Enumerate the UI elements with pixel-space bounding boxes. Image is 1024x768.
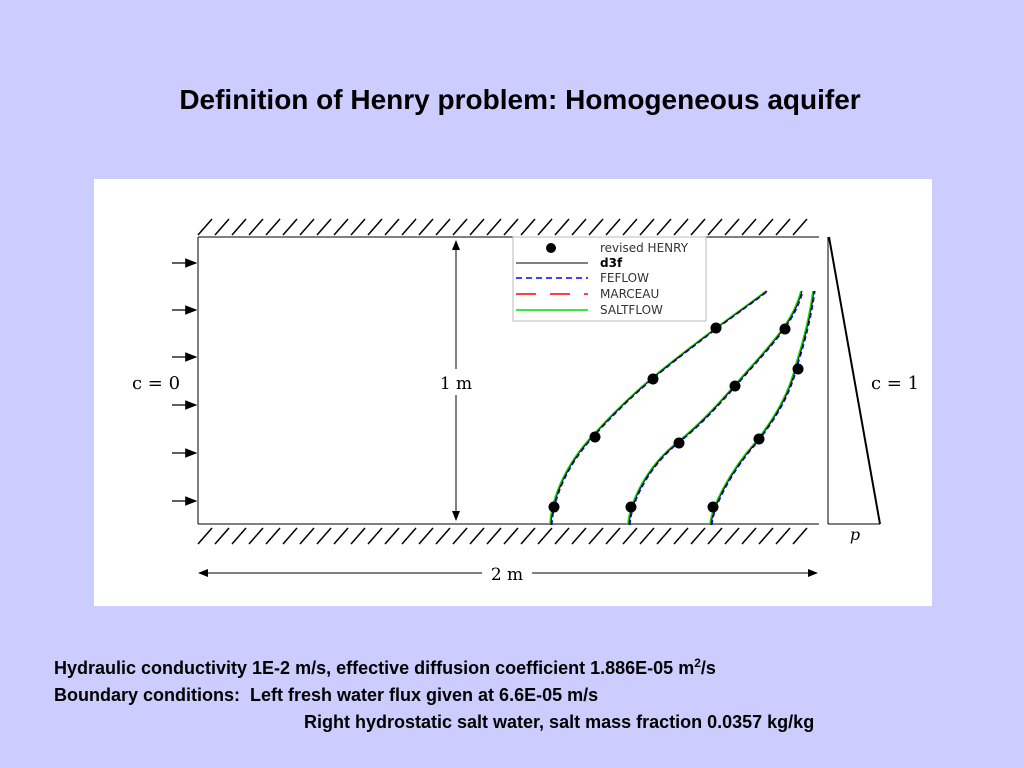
henry-point <box>754 434 765 445</box>
hatch-mark <box>589 528 603 544</box>
hatch-mark <box>776 219 790 235</box>
legend-label-marceau: MARCEAU <box>600 287 660 301</box>
pressure-label: p <box>849 525 861 544</box>
henry-point <box>590 432 601 443</box>
curve-3-marceau <box>711 291 814 525</box>
hatch-mark <box>368 219 382 235</box>
curve-1-marceau <box>551 291 767 525</box>
legend-label-revised-henry: revised HENRY <box>600 241 689 255</box>
caption-line-2: Boundary conditions: Left fresh water flux given at 6.6E-05 m/s <box>54 685 599 705</box>
curve-1-saltflow <box>550 291 766 525</box>
hatch-mark <box>334 528 348 544</box>
isochlor-curve-1 <box>550 291 768 525</box>
curve-1-feflow <box>552 291 768 525</box>
left-boundary-label: c = 0 <box>131 373 181 394</box>
hatch-mark <box>742 528 756 544</box>
hatch-mark <box>691 528 705 544</box>
hatch-mark <box>402 528 416 544</box>
hatch-mark <box>725 219 739 235</box>
hatch-mark <box>215 219 229 235</box>
hatch-mark <box>351 528 365 544</box>
right-boundary-label: c = 1 <box>870 373 920 394</box>
bottom-impermeable-boundary-hatch <box>198 528 807 544</box>
hatch-mark <box>725 528 739 544</box>
caption-line-3: Right hydrostatic salt water, salt mass fraction 0.0357 kg/kg <box>304 712 815 732</box>
hatch-mark <box>266 528 280 544</box>
hatch-mark <box>283 219 297 235</box>
curve-3-feflow <box>712 291 815 525</box>
caption-line-1-unit: /s <box>700 658 716 678</box>
hatch-mark <box>759 528 773 544</box>
henry-problem-diagram <box>94 179 932 606</box>
henry-point <box>793 364 804 375</box>
hatch-mark <box>419 528 433 544</box>
hatch-mark <box>708 219 722 235</box>
hatch-mark <box>640 528 654 544</box>
hatch-mark <box>419 219 433 235</box>
hatch-mark <box>674 219 688 235</box>
hatch-mark <box>351 219 365 235</box>
width-label: 2 m <box>490 565 524 585</box>
hatch-mark <box>317 219 331 235</box>
caption <box>54 650 1014 736</box>
hatch-mark <box>776 528 790 544</box>
hatch-mark <box>470 528 484 544</box>
hatch-mark <box>385 219 399 235</box>
hatch-mark <box>249 219 263 235</box>
hatch-mark <box>793 219 807 235</box>
hatch-mark <box>504 219 518 235</box>
hatch-mark <box>657 528 671 544</box>
hatch-mark <box>589 219 603 235</box>
hatch-mark <box>215 528 229 544</box>
hatch-mark <box>572 219 586 235</box>
curve-3-saltflow <box>710 291 813 525</box>
hatch-mark <box>198 528 212 544</box>
hatch-mark <box>555 528 569 544</box>
hatch-mark <box>300 528 314 544</box>
curve-3-d3f <box>711 291 814 525</box>
hatch-mark <box>198 219 212 235</box>
hatch-mark <box>555 219 569 235</box>
diagram-canvas <box>94 179 932 606</box>
hatch-mark <box>453 219 467 235</box>
henry-point <box>648 374 659 385</box>
hatch-mark <box>606 528 620 544</box>
hatch-mark <box>249 528 263 544</box>
hatch-mark <box>487 219 501 235</box>
hatch-mark <box>385 528 399 544</box>
legend-label-d3f: d3f <box>600 256 623 270</box>
hatch-mark <box>436 528 450 544</box>
legend-symbol-revised-henry <box>546 243 556 253</box>
henry-point <box>626 502 637 513</box>
hatch-mark <box>742 219 756 235</box>
height-label: 1 m <box>439 374 473 394</box>
hatch-mark <box>300 219 314 235</box>
hatch-mark <box>521 219 535 235</box>
hatch-mark <box>759 219 773 235</box>
hatch-mark <box>232 528 246 544</box>
hatch-mark <box>266 219 280 235</box>
legend <box>513 237 706 321</box>
hatch-mark <box>623 219 637 235</box>
henry-point <box>711 323 722 334</box>
hatch-mark <box>674 528 688 544</box>
hatch-mark <box>402 219 416 235</box>
hatch-mark <box>334 219 348 235</box>
hatch-mark <box>538 528 552 544</box>
hatch-mark <box>538 219 552 235</box>
hatch-mark <box>504 528 518 544</box>
henry-point <box>674 438 685 449</box>
henry-point <box>549 502 560 513</box>
henry-point <box>780 324 791 335</box>
legend-label-feflow: FEFLOW <box>600 271 649 285</box>
hatch-mark <box>606 219 620 235</box>
hatch-mark <box>708 528 722 544</box>
hatch-mark <box>470 219 484 235</box>
henry-point <box>730 381 741 392</box>
isochlor-curve-3 <box>710 291 815 525</box>
legend-label-saltflow: SALTFLOW <box>600 303 663 317</box>
hatch-mark <box>283 528 297 544</box>
hatch-mark <box>640 219 654 235</box>
hatch-mark <box>487 528 501 544</box>
caption-line-1-text: Hydraulic conductivity 1E-2 m/s, effective diffusion coefficient 1.886E-05 m <box>54 658 695 678</box>
hatch-mark <box>521 528 535 544</box>
hatch-mark <box>691 219 705 235</box>
caption-line-1 <box>54 650 1014 682</box>
henry-point <box>708 502 719 513</box>
hatch-mark <box>572 528 586 544</box>
hatch-mark <box>436 219 450 235</box>
slide-title: Definition of Henry problem: Homogeneous aquifer <box>179 84 861 115</box>
caption-line-1-superscript: 2 <box>694 656 701 670</box>
curve-1-d3f <box>551 291 767 525</box>
hatch-mark <box>232 219 246 235</box>
hatch-mark <box>453 528 467 544</box>
hatch-mark <box>368 528 382 544</box>
hatch-mark <box>793 528 807 544</box>
hatch-mark <box>657 219 671 235</box>
hatch-mark <box>317 528 331 544</box>
top-impermeable-boundary-hatch <box>198 219 807 235</box>
hatch-mark <box>623 528 637 544</box>
